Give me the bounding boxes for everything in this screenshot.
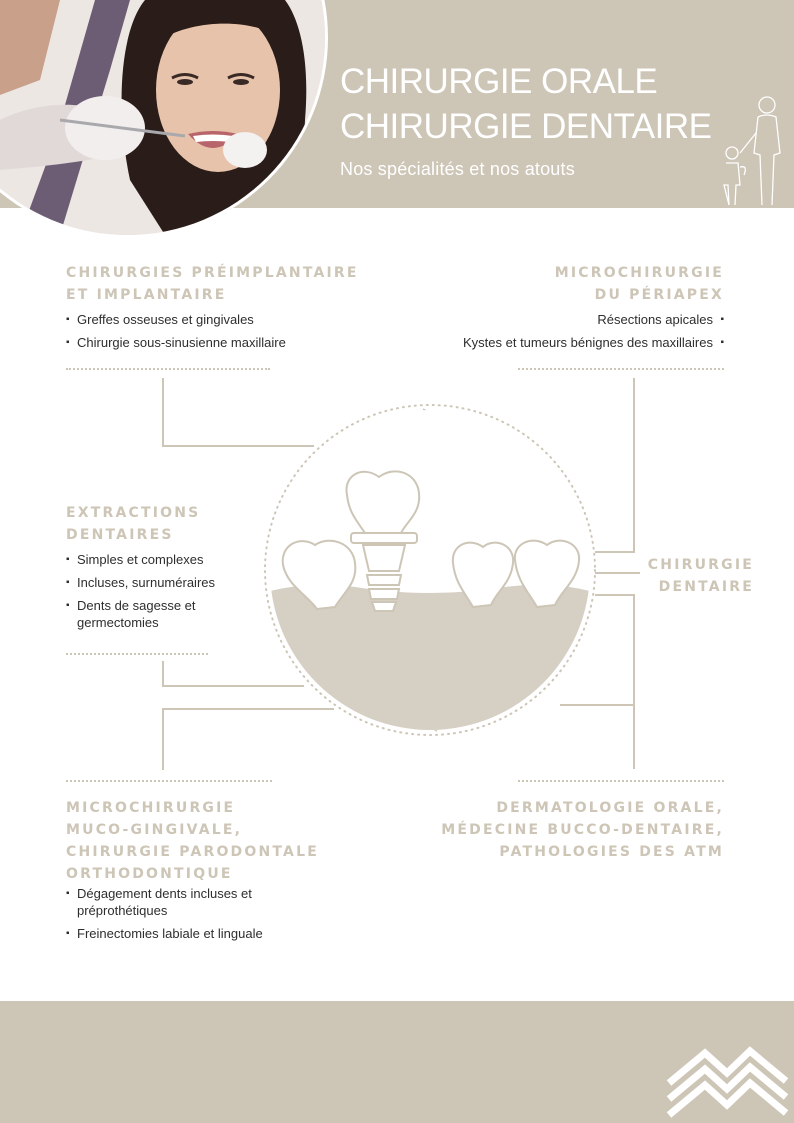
list-item: ▪ Chirurgie sous-sinusienne maxillaire xyxy=(66,334,326,351)
list-item: ▪ Dégagement dents incluses et préprothétiques xyxy=(66,885,296,919)
list-item: ▪ Greffes osseuses et gingivales xyxy=(66,311,326,328)
dotted-divider xyxy=(518,780,724,782)
connector-line xyxy=(162,708,164,770)
connector-line xyxy=(162,378,164,446)
list-item: Kystes et tumeurs bénignes des maxillaires ▪ xyxy=(404,334,724,351)
dotted-divider xyxy=(66,653,208,655)
mountain-logo-icon xyxy=(665,1043,790,1123)
dotted-divider xyxy=(66,780,272,782)
heading-extractions: EXTRACTIONS DENTAIRES xyxy=(66,505,201,543)
connector-line xyxy=(162,661,164,686)
title-line-1: CHIRURGIE ORALE xyxy=(340,62,658,101)
title-line-2: CHIRURGIE DENTAIRE xyxy=(340,107,712,146)
dotted-divider xyxy=(518,368,724,370)
connector-line xyxy=(633,378,635,553)
heading-preimplantaire: CHIRURGIES PRÉIMPLANTAIRE ET IMPLANTAIRE xyxy=(66,265,359,303)
dentist-photo xyxy=(0,0,325,235)
list-item: ▪ Dents de sagesse et germectomies xyxy=(66,597,236,631)
heading-periapex: MICROCHIRURGIE DU PÉRIAPEX xyxy=(554,265,724,303)
heading-dermatologie: DERMATOLOGIE ORALE, MÉDECINE BUCCO-DENTAIRE, PATHOLOGIES DES ATM xyxy=(441,800,724,860)
list-extractions xyxy=(66,551,236,637)
dotted-divider xyxy=(66,368,270,370)
list-item: ▪ Freinectomies labiale et linguale xyxy=(66,925,296,942)
list-periapex xyxy=(404,311,724,357)
list-item: ▪ Simples et complexes xyxy=(66,551,236,568)
connector-line xyxy=(633,594,635,769)
heading-muco-gingivale: MICROCHIRURGIE MUCO-GINGIVALE, CHIRURGIE PARODONTALE ORTHODONTIQUE xyxy=(66,800,319,882)
list-preimplantaire xyxy=(66,311,326,357)
dental-implant-icon xyxy=(255,395,605,745)
list-item: ▪ Incluses, surnuméraires xyxy=(66,574,236,591)
subtitle: Nos spécialités et nos atouts xyxy=(340,159,575,179)
family-line-icon xyxy=(712,93,792,208)
heading-chirurgie-dentaire: CHIRURGIE DENTAIRE xyxy=(647,557,754,595)
list-item: Résections apicales ▪ xyxy=(404,311,724,328)
list-muco-gingivale xyxy=(66,885,296,948)
